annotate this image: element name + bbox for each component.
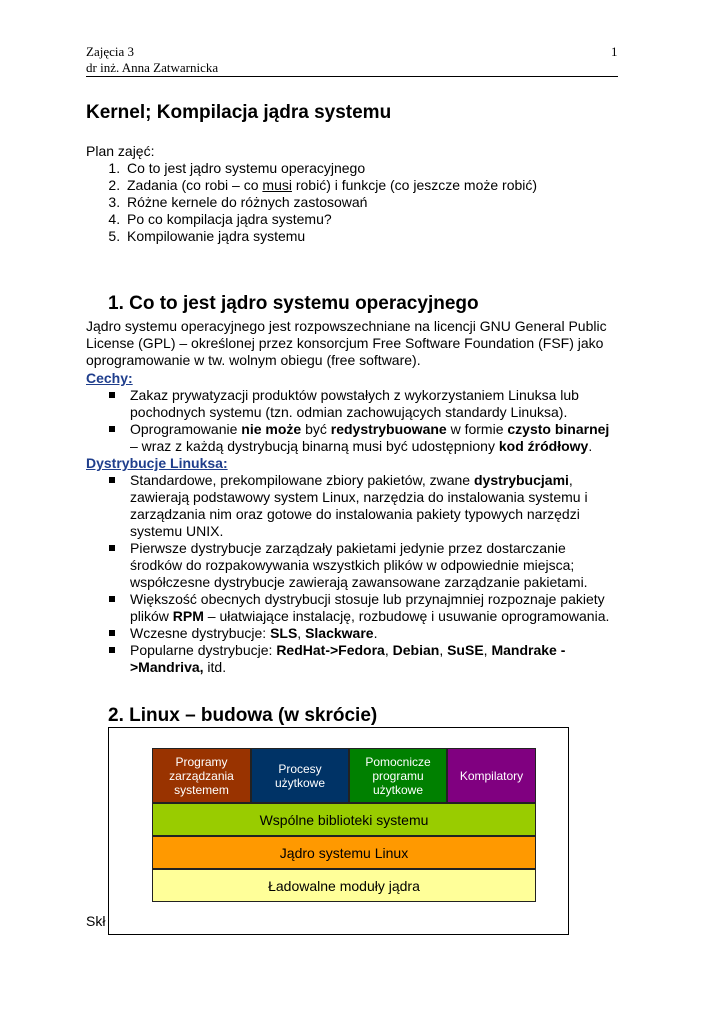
list-item: Pierwsze dystrybucje zarządzały pakietami jedynie przez dostarczanie środków do rozpakowywania wszystkich plików w odpowiednie miejsca; współczesne dystrybucje zawierają zawansowane zarządzanie pakietami. (86, 540, 616, 591)
list-item: Oprogramowanie nie może być redystrybuowane w formie czysto binarnej – wraz z każdą dystrybucją binarną musi być udostępniony kod źródłowy. (86, 421, 616, 455)
page-number: 1 (611, 44, 618, 59)
list-item: Większość obecnych dystrybucji stosuje lub przynajmniej rozpoznaje pakiety plików RPM – ułatwiające instalację, rozbudowę i usuwanie oprogramowania. (86, 591, 616, 625)
plan-label: Plan zajęć: (86, 143, 155, 159)
list-item: Standardowe, prekompilowane zbiory pakietów, zwane dystrybucjami, zawierają podstawowy system Linux, narzędzia do instalowania systemu i zarządzania nim oraz gotowe do instalowania pakiety typowych narzędzi systemu UNIX. (86, 472, 616, 540)
layer-loadable-modules: Ładowalne moduły jądra (152, 869, 536, 902)
section1-heading: 1. Co to jest jądro systemu operacyjnego (108, 293, 479, 314)
header-author: dr inż. Anna Zatwarnicka (86, 60, 219, 75)
section2-heading: 2. Linux – budowa (w skrócie) (108, 705, 378, 726)
box-compilers: Kompilatory (447, 748, 536, 803)
plan-item: 5. Kompilowanie jądra systemu (124, 228, 537, 245)
plan-item: 3. Różne kernele do różnych zastosowań (124, 194, 537, 211)
distros-label: Dystrybucje Linuksa: (86, 455, 228, 471)
list-item: Wczesne dystrybucje: SLS, Slackware. (86, 625, 616, 642)
layer-linux-kernel: Jądro systemu Linux (152, 836, 536, 869)
plan-item: 2. Zadania (co robi – co musi robić) i funkcje (co jeszcze może robić) (124, 177, 537, 194)
distros-list (86, 472, 616, 676)
page-title: Kernel; Kompilacja jądra systemu (86, 102, 392, 123)
header-divider (86, 76, 618, 77)
box-user-processes: Procesy użytkowe (251, 748, 349, 803)
linux-architecture-diagram (108, 727, 569, 935)
plan-list (86, 160, 537, 245)
plan-item: 4. Po co kompilacja jądra systemu? (124, 211, 537, 228)
trailing-text: Skł (86, 913, 106, 929)
plan-item: 1. Co to jest jądro systemu operacyjnego (124, 160, 537, 177)
box-user-utilities: Pomocnicze programu użytkowe (349, 748, 447, 803)
box-system-management: Programy zarządzania systemem (152, 748, 251, 803)
list-item: Zakaz prywatyzacji produktów powstałych z wykorzystaniem Linuksa lub pochodnych systemu (tzn. odmian zachowujących standardy Linuksa). (86, 387, 616, 421)
features-list (86, 387, 616, 455)
features-label: Cechy: (86, 370, 133, 386)
section1-intro: Jądro systemu operacyjnego jest rozpowszechniane na licencji GNU General Public License (GPL) – określonej przez konsorcjum Free Software Foundation (FSF) jako oprogramowanie w tw. wolnym obiegu (free software). (86, 318, 607, 368)
list-item: Popularne dystrybucje: RedHat->Fedora, Debian, SuSE, Mandrake ->Mandriva, itd. (86, 642, 616, 676)
layer-shared-libraries: Wspólne biblioteki systemu (152, 803, 536, 836)
header-course: Zajęcia 3 (86, 44, 134, 59)
